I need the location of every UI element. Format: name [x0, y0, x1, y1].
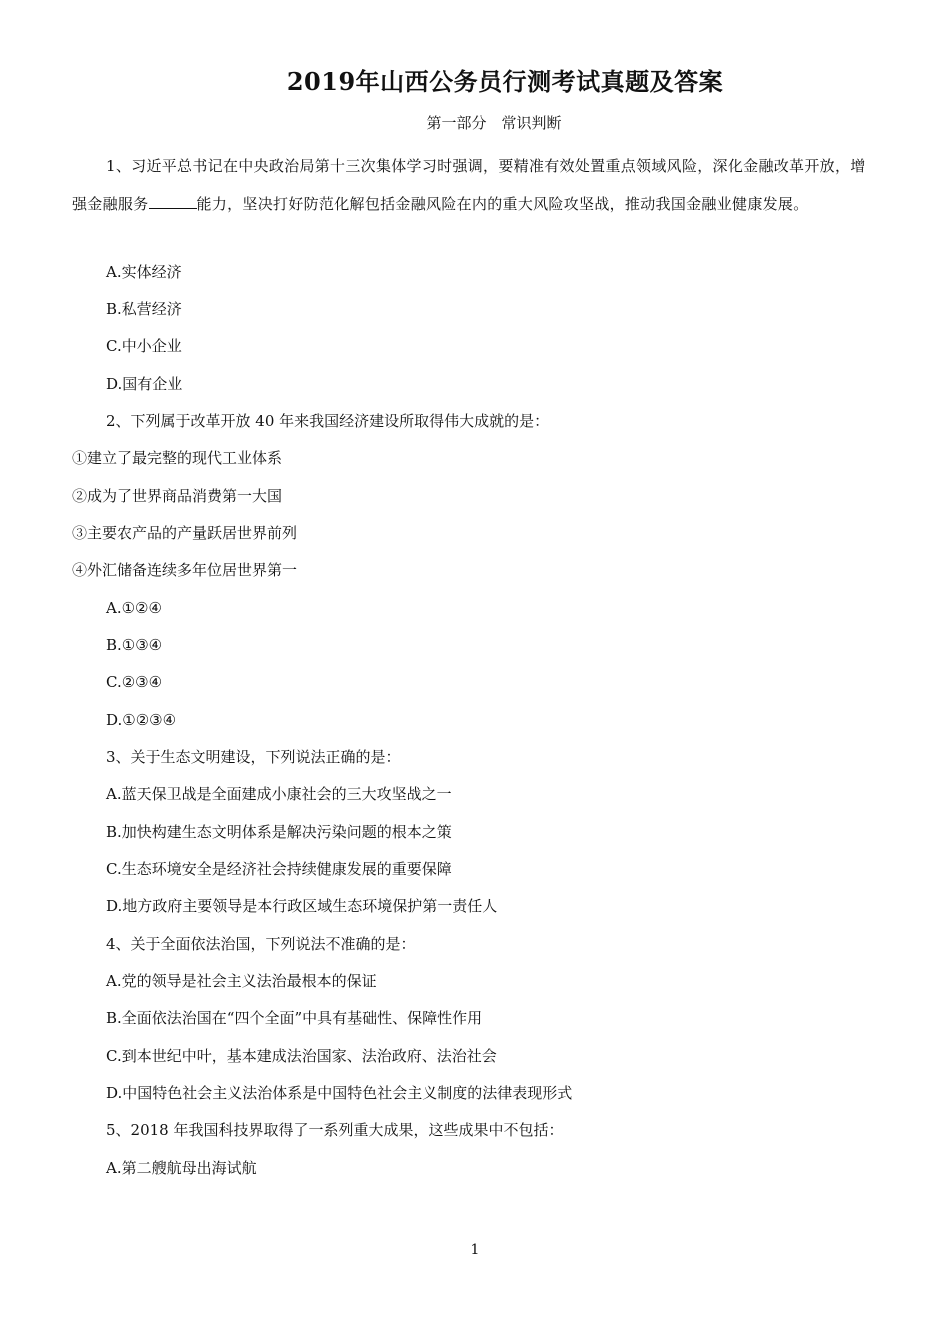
question-3-option-b: B.加快构建生态文明体系是解决污染问题的根本之策 [106, 823, 452, 841]
question-2-item-3: ③主要农产品的产量跃居世界前列 [72, 524, 298, 542]
document-title: 2019年山西公务员行测考试真题及答案 [286, 67, 724, 96]
answer-blank [149, 194, 197, 209]
question-2-option-c: C.②③④ [106, 673, 163, 691]
question-1-text-before: 1、习近平总书记在中央政治局第十三次集体学习时强调，要精准有效处置重点领域风险，深化金融改革开放，增强金融服务 [72, 157, 866, 213]
question-2-option-b: B.①③④ [106, 636, 163, 654]
question-2-item-2: ②成为了世界商品消费第一大国 [72, 487, 283, 505]
question-2-option-a: A.①②④ [106, 599, 162, 617]
question-4-option-d: D.中国特色社会主义法治体系是中国特色社会主义制度的法律表现形式 [106, 1084, 573, 1102]
question-4-option-a: A.党的领导是社会主义法治最根本的保证 [106, 972, 377, 990]
question-4-option-c: C.到本世纪中叶，基本建成法治国家、法治政府、法治社会 [106, 1047, 497, 1065]
question-2-item-4: ④外汇储备连续多年位居世界第一 [72, 561, 298, 579]
question-3-option-a: A.蓝天保卫战是全面建成小康社会的三大攻坚战之一 [106, 785, 452, 803]
section-heading: 第一部分 常识判断 [426, 114, 562, 132]
question-1-option-b: B.私营经济 [106, 300, 182, 318]
question-2-item-1: ①建立了最完整的现代工业体系 [72, 449, 283, 467]
question-1-option-d: D.国有企业 [106, 375, 183, 393]
question-3-option-c: C.生态环境安全是经济社会持续健康发展的重要保障 [106, 860, 452, 878]
question-2-stem: 2、下列属于改革开放 40 年来我国经济建设所取得伟大成就的是： [106, 412, 550, 430]
question-1-text-after: 能力，坚决打好防范化解包括金融风险在内的重大风险攻坚战，推动我国金融业健康发展。 [196, 194, 809, 213]
question-3-option-d: D.地方政府主要领导是本行政区域生态环境保护第一责任人 [106, 897, 498, 915]
question-1-option-c: C.中小企业 [106, 337, 182, 355]
question-3-stem: 3、关于生态文明建设，下列说法正确的是： [106, 748, 401, 766]
question-2-option-d: D.①②③④ [106, 711, 177, 729]
question-1-stem [72, 148, 880, 223]
page-number: 1 [470, 1242, 480, 1258]
question-5-option-a: A.第二艘航母出海试航 [106, 1159, 257, 1177]
question-4-option-b: B.全面依法治国在“四个全面”中具有基础性、保障性作用 [106, 1009, 483, 1027]
question-1-option-a: A.实体经济 [106, 263, 182, 281]
question-4-stem: 4、关于全面依法治国，下列说法不准确的是： [106, 935, 416, 953]
question-5-stem: 5、2018 年我国科技界取得了一系列重大成果，这些成果中不包括： [106, 1121, 564, 1139]
